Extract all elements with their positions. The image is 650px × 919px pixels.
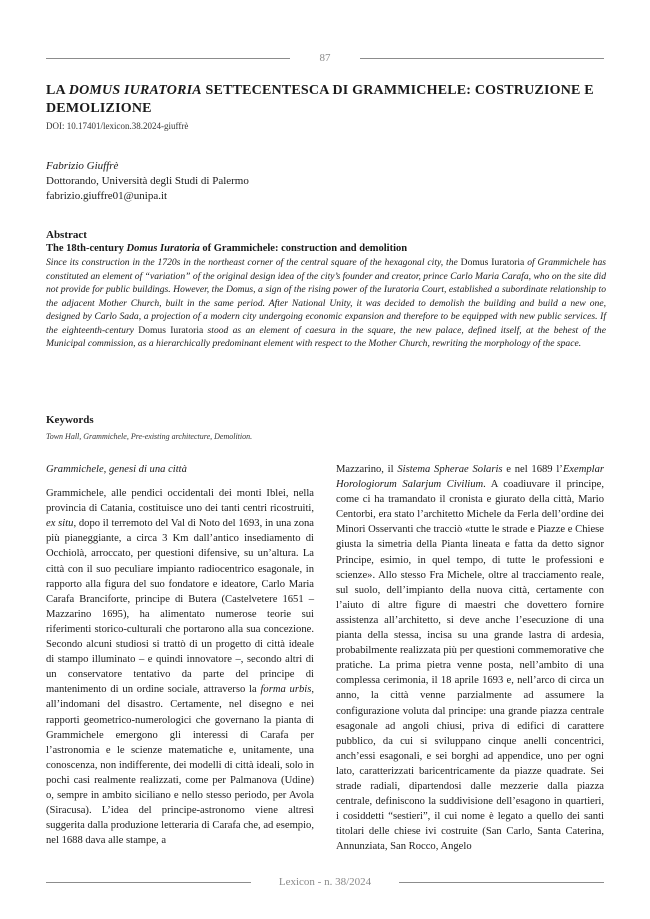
header-rule-right xyxy=(360,58,604,59)
author-name: Fabrizio Giuffrè xyxy=(46,160,119,172)
keywords-heading: Keywords xyxy=(46,414,94,426)
abstract-heading: Abstract xyxy=(46,229,87,241)
footer-rule-left xyxy=(46,882,251,883)
body-left-column xyxy=(46,462,314,848)
section-title: Grammichele, genesi di una città xyxy=(46,464,187,475)
body-paragraph-continued: Mazzarino, il Sistema Spherae Solaris e nel 1689 l’Exemplar Horologiorum Salarjum Civilium. A coadiuvare il principe, come ci ha tramandato il cronista e giurato della città, Mario Centorbi, era stato l’architetto Michele da Ferla dell’ordine dei Minori Osservanti che tracciò «tutte le strade e Piazze e Chiese giusta la simetria della Pianta lineata e fatta da detto signor Principe, esimio, in quel tempo, di tutte le professioni e scienze». Allo stesso Fra Michele, oltre al tracciamento reale, sul suolo, dell’impianto della nuova città, certamente con l’aiuto di altre figure di maestri che dovettero fornire assistenza all’architetto, si deve anche l’esecuzione di una pianta della stessa, incisa su una grande lastra di ardesia, probabilmente realizzata più per questioni commemorative che pratiche. La prima pietra venne posta, nell’ambito di una complessa cerimonia, il 18 aprile 1693 e, nell’arco di circa un anno, la città venne parzialmente ad assumere la configurazione voluta dal principe: una grande piazza centrale esagonale ad angoli chiusi, priva di edifici di carattere pubblico, da cui si sviluppano cinque anelli concentrici, anch’essi esagonali, e sei borghi ad appendice, uno per ogni lato, caratterizzati baricentricamente da piazze quadrate. Sei strade radiali, dipartendosi dalle mezzerie dalla piazza centrale, definiscono la suddivisione dell’esagono in quartieri, i cosiddetti “sestieri”, il cui nome è legato a quello dei santi titolari delle chiese ivi costruite (San Carlo, Santa Caterina, Annunziata, San Rocco, Angelo xyxy=(336,464,604,853)
header-rule-left xyxy=(46,58,290,59)
abstract-title: The 18th-century Domus Iuratoria of Grammichele: construction and demolition xyxy=(46,243,408,254)
body-paragraph: Grammichele, alle pendici occidentali dei monti Iblei, nella provincia di Catania, costituisce uno dei tanti centri ricostruiti, ex situ, dopo il terremoto del Val di Noto del 1693, in una zona più pianeggiante, a circa 3 Km dall’antico insediamento di Occhiolà, arroccato, per questioni difensive, su un’altura. La città con il suo peculiare impianto radiocentrico esagonale, in rapporto alla figura del suo fondatore e ideatore, Carlo Maria Carafa Branciforte, principe di Butera (Castelvetere 1651 – Mazzarino 1695), ha alimentato numerose teorie sui riferimenti storico-culturali che portarono alla sua concezione. Secondo alcuni studiosi si trattò di un progetto di città ideale di stampo illuminato – e quindi innovatore –, secondo altri di un conservatore tentativo da parte del principe di mantenimento di un ordine sociale, attraverso la forma urbis, all’indomani del disastro. Certamente, nel disegno e nei rapporti geometrico-numerologici che governano la pianta di Grammichele emergono gli interessi di Carafa per l’astronomia e le scienze matematiche e, unitamente, una conoscenza, non indifferente, dei modelli di città ideali, solo in pochi casi realmente realizzati, come per Palmanova (Udine) o, sempre in ambito siciliano e nello stesso periodo, per Avola (Siracusa). L’idea del principe-astronomo viene altresì suggerita dalla produzione letteraria di Carafa che, ad esempio, nel 1688 dava alle stampe, a xyxy=(46,488,315,847)
abstract-body: Since its construction in the 1720s in the northeast corner of the central square of the hexagonal city, the Domus Iuratoria of Grammichele has constituted an element of “variation” of the original design idea of the city’s founder and creator, prince Carlo Maria Carafa, who on the site did not provide for public buildings. However, the Domus, a sign of the rising power of the Iuratoria Court, established a subordinate relationship to the adjacent Mother Church, built in the same period. After National Unity, it was decided to demolish the building and build a new one, designed by Carlo Sada, a projection of a modern city undergoing economic expansion and therefore to be equipped with new public services. If the eighteenth-century Domus Iuratoria stood as an element of caesura in the square, the new palace, defined itself, at the behest of the Municipal commission, as a hierarchically predominant element with respect to the Mother Church, rewriting the morphology of the space. xyxy=(46,257,606,349)
keywords-list: Town Hall, Grammichele, Pre-existing architecture, Demolition. xyxy=(46,432,253,441)
page-number: 87 xyxy=(319,52,331,64)
author-email[interactable]: fabrizio.giuffre01@unipa.it xyxy=(46,190,168,202)
article-title: LA DOMUS IURATORIA SETTECENTESCA DI GRAMMICHELE: COSTRUZIONE E DEMOLIZIONE xyxy=(46,83,594,116)
doi: DOI: 10.17401/lexicon.38.2024-giuffrè xyxy=(46,121,189,131)
footer-rule-right xyxy=(399,882,604,883)
body-right-column xyxy=(336,462,604,854)
journal-footer: Lexicon - n. 38/2024 xyxy=(278,876,372,888)
author-affiliation: Dottorando, Università degli Studi di Palermo xyxy=(46,175,249,187)
